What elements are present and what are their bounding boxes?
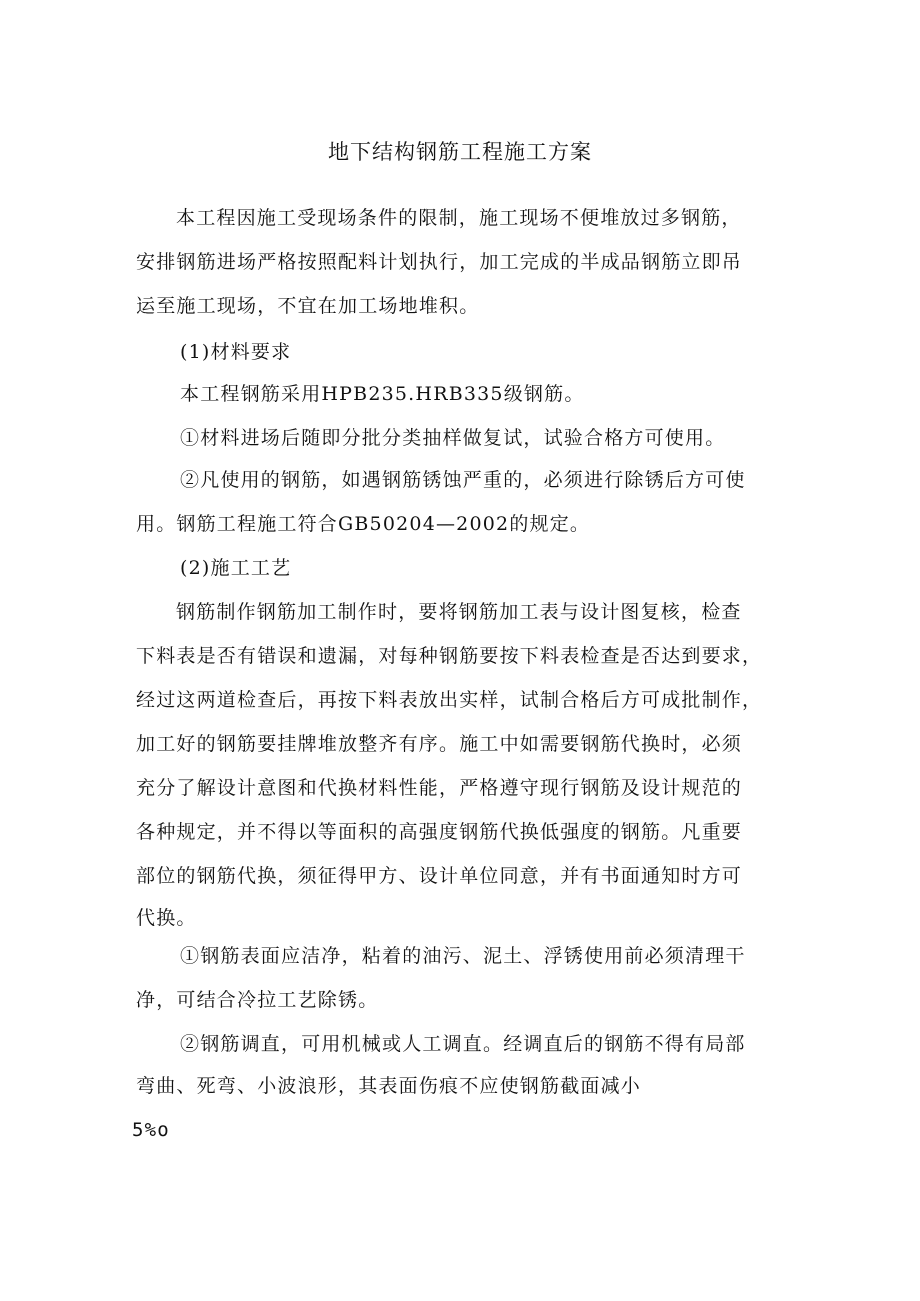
paragraph-line: 5%o: [132, 1119, 170, 1141]
paragraph-line: 经过这两道检查后，再按下料表放出实样，试制合格后方可成批制作，: [136, 689, 763, 711]
paragraph-line: 充分了解设计意图和代换材料性能，严格遵守现行钢筋及设计规范的: [136, 777, 743, 799]
paragraph-line: 加工好的钢筋要挂牌堆放整齐有序。施工中如需要钢筋代换时，必须: [136, 733, 743, 755]
document-title: 地下结构钢筋工程施工方案: [328, 140, 592, 164]
list-item: ②钢筋调直，可用机械或人工调直。经调直后的钢筋不得有局部: [180, 1033, 746, 1055]
paragraph-line: 运至施工现场，不宜在加工场地堆积。: [136, 295, 480, 317]
list-item: ①材料进场后随即分批分类抽样做复试，试验合格方可使用。: [180, 427, 726, 449]
list-item: ①钢筋表面应洁净，粘着的油污、泥土、浮锈使用前必须清理干: [180, 945, 746, 967]
paragraph-line: 下料表是否有错误和遗漏，对每种钢筋要按下料表检查是否达到要求，: [136, 645, 763, 667]
section-heading: (2)施工工艺: [180, 557, 292, 579]
paragraph-line: 各种规定，并不得以等面积的高强度钢筋代换低强度的钢筋。凡重要: [136, 821, 743, 843]
section-heading: (1)材料要求: [180, 341, 292, 363]
paragraph-line: 钢筋制作钢筋加工制作时，要将钢筋加工表与设计图复核，检查: [176, 601, 742, 623]
paragraph-line: 弯曲、死弯、小波浪形，其表面伤痕不应使钢筋截面减小: [136, 1075, 642, 1097]
paragraph-line: 代换。: [136, 907, 197, 929]
list-item: ②凡使用的钢筋，如遇钢筋锈蚀严重的，必须进行除锈后方可使: [180, 469, 746, 491]
paragraph-line: 部位的钢筋代换，须征得甲方、设计单位同意，并有书面通知时方可: [136, 865, 743, 887]
paragraph-line: 净，可结合冷拉工艺除锈。: [136, 989, 379, 1011]
paragraph-line: 用。钢筋工程施工符合GB50204—2002的规定。: [136, 513, 591, 535]
paragraph-line: 安排钢筋进场严格按照配料计划执行，加工完成的半成品钢筋立即吊: [136, 251, 743, 273]
paragraph-line: 本工程因施工受现场条件的限制，施工现场不便堆放过多钢筋，: [176, 207, 742, 229]
paragraph-line: 本工程钢筋采用HPB235.HRB335级钢筋。: [180, 383, 585, 405]
